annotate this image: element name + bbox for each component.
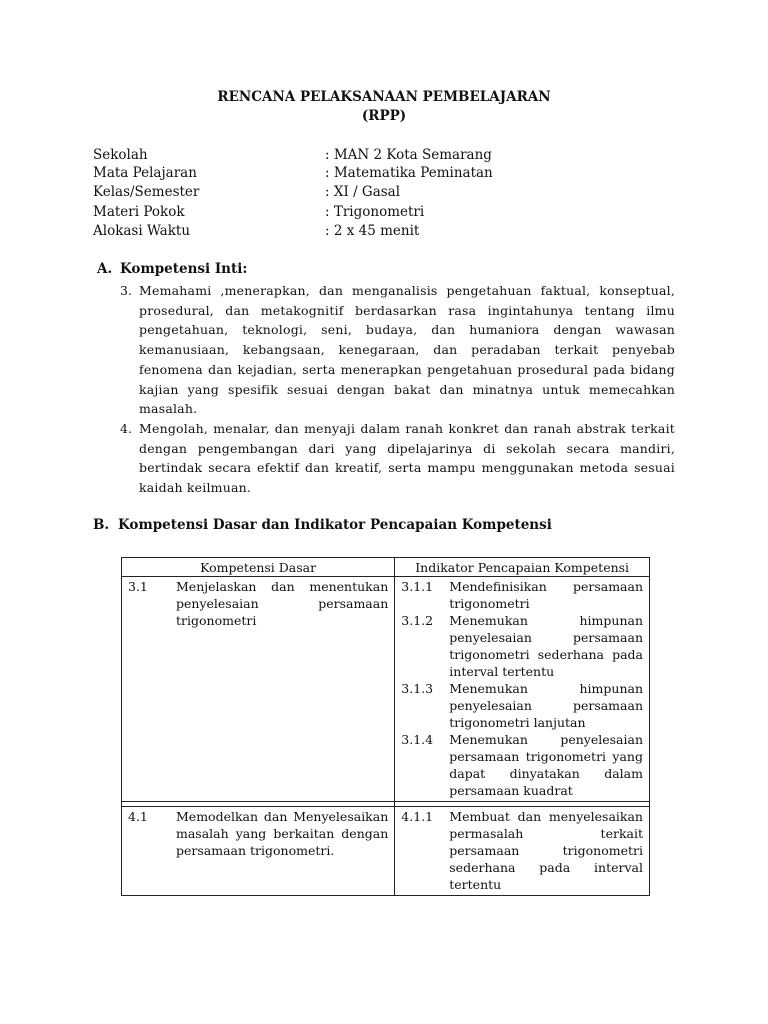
column-header-ipk: Indikator Pencapaian Kompetensi [395,558,650,577]
identity-row-materi [93,202,693,222]
kompetensi-inti-item-3 [120,281,675,419]
section-number: A. [97,261,113,277]
ipk-code: 3.1.3 [401,681,434,696]
ipk-entry [401,731,643,799]
kd-text: Menjelaskan dan menentukan penyelesaian persamaan trigonometri [176,579,389,628]
kd-entry [128,578,388,629]
ipk-code: 3.1.1 [401,579,434,594]
ipk-code: 4.1.1 [401,809,434,824]
section-title: Kompetensi Inti: [120,261,248,277]
item-text: Memahami ,menerapkan, dan menganalisis pengetahuan faktual, konseptual, prosedural, dan metakognitif berdasarkan rasa ingintahunya tentang ilmu pengetahuan, teknologi, seni, budaya, dan humaniora dengan wawasan kemanusiaan, kebangsaan, kenegaraan, dan peradaban terkait penyebab fenomena dan kejadian, serta menerapkan pengetahuan prosedural pada bidang kajian yang spesifik sesuai dengan bakat dan minatnya untuk memecahkan masalah. [139,283,675,417]
identity-value: : Matematika Peminatan [325,165,493,181]
section-number: B. [93,517,110,533]
ipk-entry [401,612,643,680]
identity-label: Mata Pelajaran [93,165,197,181]
identity-value: : XI / Gasal [325,184,401,200]
table-row [122,807,650,896]
section-b-heading [93,517,552,533]
kd-cell [122,807,395,896]
section-a-heading [97,261,247,277]
identity-row-sekolah [93,145,693,165]
identity-label: Materi Pokok [93,204,185,220]
ipk-text: Menemukan penyelesaian persamaan trigonometri yang dapat dinyatakan dalam persamaan kuadrat [449,732,643,798]
ipk-entry [401,808,643,893]
identity-row-alokasi [93,221,693,241]
kd-ipk-table [121,557,650,896]
kd-entry [128,808,388,859]
kd-code: 4.1 [128,809,148,824]
ipk-entry [401,578,643,612]
ipk-text: Menemukan himpunan penyelesaian persamaan trigonometri sederhana pada interval tertentu [449,613,643,679]
kd-text: Memodelkan dan Menyelesaikan masalah yang berkaitan dengan persamaan trigonometri. [176,809,389,858]
section-title: Kompetensi Dasar dan Indikator Pencapaian Kompetensi [118,517,552,533]
ipk-entry [401,680,643,731]
column-header-kd: Kompetensi Dasar [122,558,395,577]
identity-row-kelas [93,182,693,202]
identity-label: Alokasi Waktu [93,223,191,239]
table-header-row [122,558,650,577]
item-number: 3. [120,283,132,298]
ipk-cell [395,807,650,896]
item-number: 4. [120,421,132,436]
identity-value: : Trigonometri [325,204,425,220]
ipk-code: 3.1.4 [401,732,434,747]
document-title: RENCANA PELAKSANAAN PEMBELAJARAN [217,89,551,105]
document-subtitle: (RPP) [361,108,407,124]
ipk-code: 3.1.2 [401,613,434,628]
kompetensi-inti-item-4 [120,419,675,498]
identity-label: Kelas/Semester [93,184,200,200]
kd-code: 3.1 [128,579,148,594]
identity-row-mapel [93,163,693,183]
table-row [122,577,650,802]
ipk-text: Mendefinisikan persamaan trigonometri [449,579,643,611]
ipk-text: Menemukan himpunan penyelesaian persamaan trigonometri lanjutan [449,681,643,730]
identity-value: : MAN 2 Kota Semarang [325,147,492,163]
kd-cell [122,577,395,802]
item-text: Mengolah, menalar, dan menyaji dalam ranah konkret dan ranah abstrak terkait dengan pengembangan dari yang dipelajarinya di sekolah secara mandiri, bertindak secara efektif dan kreatif, serta mampu menggunakan metoda sesuai kaidah keilmuan. [139,421,675,496]
identity-value: : 2 x 45 menit [325,223,420,239]
ipk-cell [395,577,650,802]
ipk-text: Membuat dan menyelesaikan permasalah terkait persamaan trigonometri sederhana pada interval tertentu [449,809,643,892]
identity-label: Sekolah [93,147,148,163]
